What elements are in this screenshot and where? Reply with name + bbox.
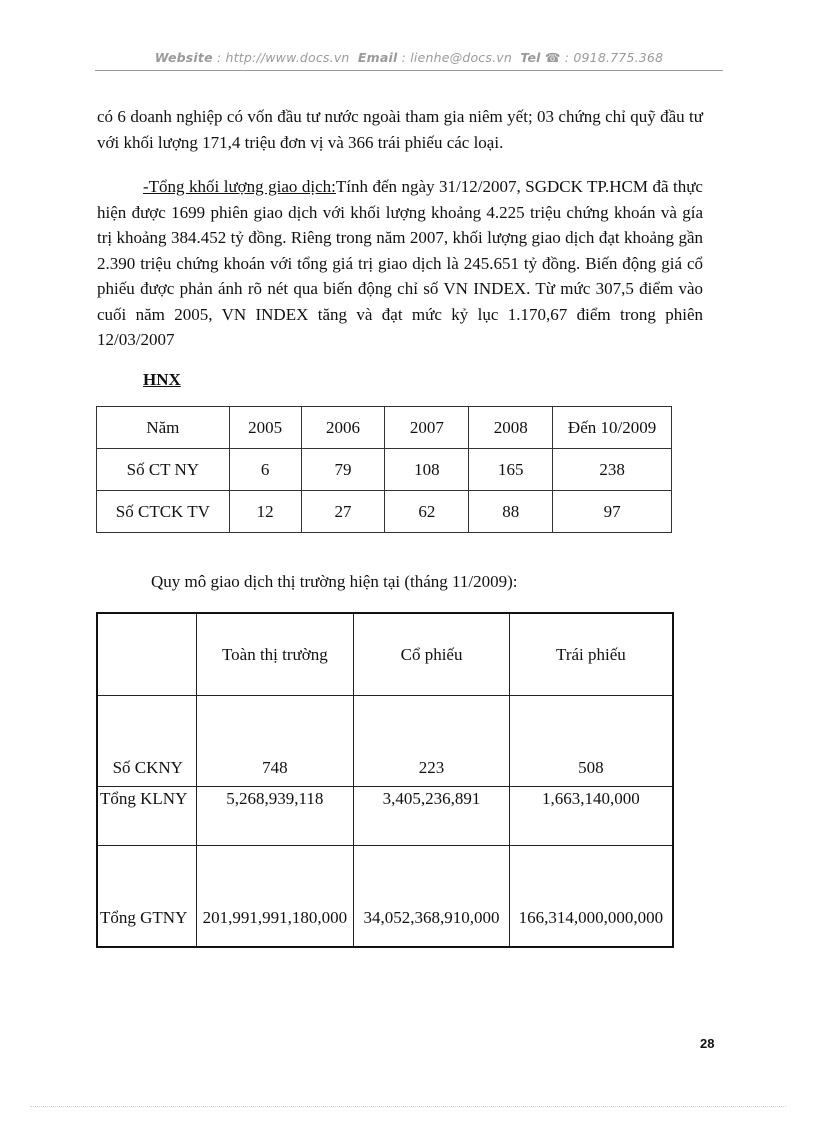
table-cell: Năm [97,407,230,449]
table-cell: 2007 [385,407,469,449]
table-cell: 108 [385,449,469,491]
paragraph-body: Tính đến ngày 31/12/2007, SGDCK TP.HCM đã thực hiện được 1699 phiên giao dịch với khối lượng khoảng 4.225 triệu chứng khoán và gía trị khoảng 384.452 tỷ đồng. Riêng trong năm 2007, khối lượng giao dịch đạt khoảng gần 2.390 triệu chứng khoán với tổng giá trị giao dịch là 245.651 tỷ đồng. Biến động giá cổ phiếu được phản ánh rõ nét qua biến động chỉ số VN INDEX. Từ mức 307,5 điểm vào cuối năm 2005, VN INDEX tăng và đạt mức kỷ lục 1.170,67 điểm trong phiên 12/03/2007 [97,177,703,349]
table-row [97,787,673,846]
table-cell: Số CTCK TV [97,491,230,533]
table-cell: 5,268,939,118 [196,787,354,846]
table-cell: Số CT NY [97,449,230,491]
table-cell: Số CKNY [97,696,196,787]
table-row [97,491,672,533]
market-scale-caption: Quy mô giao dịch thị trường hiện tại (tháng 11/2009): [151,572,518,591]
table-cell: 508 [509,696,673,787]
website-value: : http://www.docs.vn [216,50,350,65]
table-cell: 88 [469,491,553,533]
page-number: 28 [700,1036,715,1051]
table-cell: 748 [196,696,354,787]
table-cell: Trái phiếu [509,613,673,696]
table-cell: 2006 [301,407,385,449]
table-cell: Toàn thị trường [196,613,354,696]
email-label: Email [357,50,398,65]
table-cell: 6 [229,449,301,491]
table-cell: 12 [229,491,301,533]
table-cell: 165 [469,449,553,491]
table-cell: 238 [553,449,672,491]
table-header-row [97,613,673,696]
table-cell: 223 [354,696,510,787]
table-cell: 166,314,000,000,000 [509,846,673,948]
table-cell: Cổ phiếu [354,613,510,696]
market-scale-table [96,612,674,948]
table-cell: 1,663,140,000 [509,787,673,846]
paragraph-listing: có 6 doanh nghiệp có vốn đầu tư nước ngoài tham gia niêm yết; 03 chứng chỉ quỹ đầu tư với khối lượng 171,4 triệu đơn vị và 366 trái phiếu các loại. [97,107,703,152]
table-cell: Tổng KLNY [97,787,196,846]
tel-value: ☎ : 0918.775.368 [544,50,664,65]
table-cell: 97 [553,491,672,533]
table-cell: 2008 [469,407,553,449]
table-cell: 34,052,368,910,000 [354,846,510,948]
email-value: : lienhe@docs.vn [401,50,512,65]
header-divider [95,70,723,71]
footer-divider [30,1106,786,1107]
table-row [97,449,672,491]
table-cell: 2005 [229,407,301,449]
page-header [95,50,723,65]
table-row [97,696,673,787]
tel-label: Tel [520,50,541,65]
table-cell: Tổng GTNY [97,846,196,948]
website-label: Website [154,50,213,65]
table-cell: 79 [301,449,385,491]
table-row [97,846,673,948]
table-header-row [97,407,672,449]
table-cell [97,613,196,696]
table-cell: Đến 10/2009 [553,407,672,449]
table-cell: 201,991,991,180,000 [196,846,354,948]
hnx-table [96,406,672,533]
paragraph-lead: -Tổng khối lượng giao dịch: [143,177,336,196]
table-cell: 62 [385,491,469,533]
table-cell: 27 [301,491,385,533]
hnx-heading: HNX [143,370,181,389]
paragraph-trading-volume [97,174,703,353]
table-cell: 3,405,236,891 [354,787,510,846]
